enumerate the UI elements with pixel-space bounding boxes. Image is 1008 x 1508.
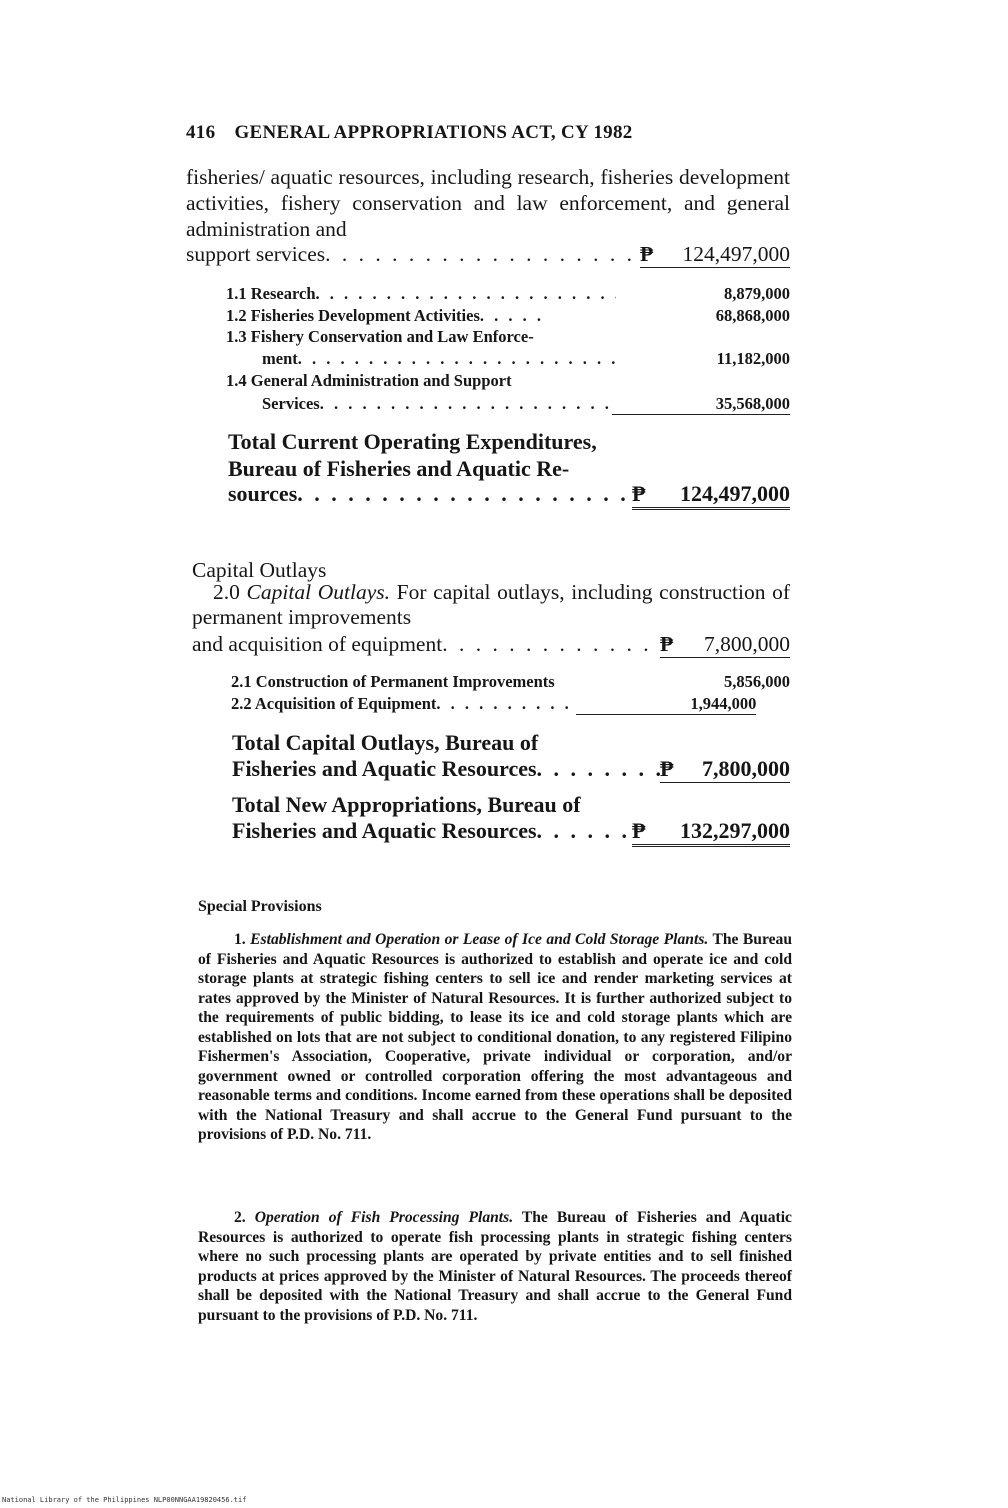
provision-1: 1. Establishment and Operation or Lease of Ice and Cold Storage Plants. The Bureau of Fisheries and Aquatic Resources is authorized to establish and operate ice and cold storage plants at strategic fishing centers to sell ice and render marketing services at rates approved by the Minister of Natural Resources. It is further authorized subject to the requirements of public bidding, to lease its ice and cold storage plants which are established on lots that are not subject to conditional donation, to any registered Filipino Fishermen's Association, Cooperative, private individual or corporation, and/or government owned or controlled corporation offering the most advantageous and reasonable terms and conditions. Income earned from these operations shall be deposited with the National Treasury and shall accrue to the General Fund pursuant to the provisions of P.D. No. 711.	[198, 931, 792, 1143]
line-item: 1.2 Fisheries Development Activities . . . 68,868,000	[226, 306, 790, 326]
capital-total-row: and acquisition of equipment . . . ₱ 7,800,000	[192, 632, 790, 658]
line-item: ment . . . 11,182,000	[262, 349, 790, 369]
provision-2: 2. Operation of Fish Processing Plants. The Bureau of Fisheries and Aquatic Resources is authorized to operate fish processing plants in strategic fishing centers where no such processing plants are operated by private entities and to sell finished products at prices approved by the Minister of Natural Resources. The proceeds thereof shall be deposited with the National Treasury and shall accrue to the General Fund pursuant to the provisions of P.D. No. 711.	[198, 1209, 792, 1324]
capital-title: Capital Outlays.	[246, 580, 390, 604]
page-header	[186, 122, 633, 144]
total-capital-row: Fisheries and Aquatic Resources . . . ₱ 7,800,000	[232, 755, 790, 783]
intro-paragraph	[186, 164, 790, 242]
provision-2-title: Operation of Fish Processing Plants.	[254, 1209, 514, 1226]
total-current-line1: Total Current Operating Expenditures,	[228, 429, 597, 454]
line-item-label: 1.4 General Administration and Support	[226, 371, 512, 390]
line-item: 2.2 Acquisition of Equipment . . . 1,944,000	[231, 694, 790, 715]
line-item-label: 1.3 Fishery Conservation and Law Enforce-	[226, 327, 534, 346]
total-new-row: Fisheries and Aquatic Resources . . . ₱ 132,297,000	[232, 817, 790, 847]
special-provisions-heading: Special Provisions	[198, 898, 322, 915]
intro-total-row	[186, 242, 790, 268]
intro-text: fisheries/ aquatic resources, including research, fisheries development activities, fishery conservation and law enforcement, and general administration and	[186, 165, 790, 241]
total-current-amount: 124,497,000	[662, 480, 790, 510]
intro-last-line: support services	[186, 242, 326, 266]
total-new-line1: Total New Appropriations, Bureau of	[232, 792, 581, 817]
provision-1-title: Establishment and Operation or Lease of Ice and Cold Storage Plants.	[250, 931, 709, 948]
line-item: Services . . . 35,568,000	[262, 394, 790, 415]
peso-sign: ₱	[640, 242, 670, 268]
page-number: 416	[186, 122, 216, 143]
total-new-amount: 132,297,000	[662, 817, 790, 847]
total-capital-line1: Total Capital Outlays, Bureau of	[232, 730, 539, 755]
line-item: 1.1 Research . . . 8,879,000	[226, 284, 790, 304]
line-item: 2.1 Construction of Permanent Improvements 5,856,000	[231, 672, 790, 691]
total-capital-amount: 7,800,000	[690, 755, 790, 783]
scan-footer: National Library of the Philippines NLP00NNGAA19820456.tif	[2, 1496, 247, 1504]
running-title: GENERAL APPROPRIATIONS ACT, CY 1982	[234, 122, 633, 143]
capital-amount: 7,800,000	[690, 632, 790, 658]
capital-outlays-heading: Capital Outlays	[192, 558, 327, 582]
intro-amount: 124,497,000	[670, 242, 790, 268]
total-current-row: sources . . . ₱ 124,497,000	[228, 480, 790, 510]
capital-paragraph: 2.0 Capital Outlays. For capital outlays, including construction of permanent improvements	[192, 580, 791, 629]
total-current-line2: Bureau of Fisheries and Aquatic Re-	[228, 456, 570, 481]
